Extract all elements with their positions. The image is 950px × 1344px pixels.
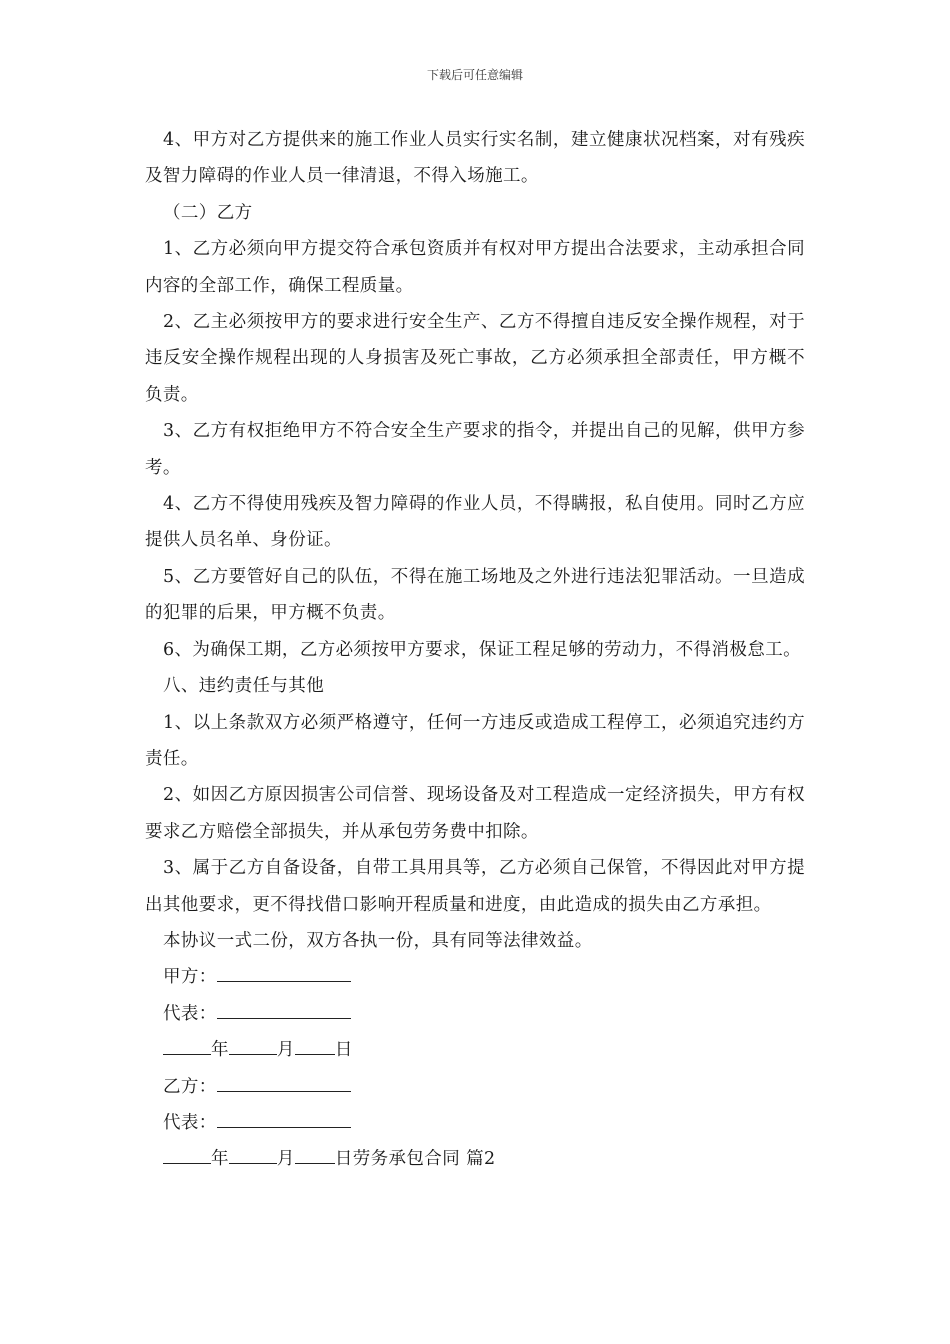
document-body bbox=[145, 122, 805, 1178]
date-b-month-label: 月 bbox=[276, 1149, 295, 1170]
clause-b-5: 5、乙方要管好自己的队伍，不得在施工场地及之外进行违法犯罪活动。一旦造成的犯罪的后果，甲方概不负责。 bbox=[145, 566, 805, 624]
date-b-year-label: 年 bbox=[211, 1149, 229, 1170]
clause-b-3: 3、乙方有权拒绝甲方不符合安全生产要求的指令，并提出自己的见解，供甲方参考。 bbox=[145, 421, 805, 478]
date-b-month-blank[interactable] bbox=[229, 1143, 277, 1164]
date-a-month-label: 月 bbox=[276, 1040, 295, 1061]
clause-b-4: 4、乙方不得使用残疾及智力障碍的作业人员，不得瞒报，私自使用。同时乙方应提供人员名单、身份证。 bbox=[145, 494, 805, 551]
party-a-blank[interactable] bbox=[217, 961, 351, 982]
header-note: 下载后可任意编辑 bbox=[426, 68, 523, 82]
section-8-heading: 八、违约责任与其他 bbox=[163, 676, 325, 697]
clause-8-2: 2、如因乙方原因损害公司信誉、现场设备及对工程造成一定经济损失，甲方有权要求乙方赔偿全部损失，并从承包劳务费中扣除。 bbox=[145, 785, 805, 842]
rep-b-signature-line bbox=[145, 1105, 805, 1141]
date-b-suffix: 日劳务承包合同 篇2 bbox=[334, 1149, 496, 1170]
rep-b-blank[interactable] bbox=[217, 1107, 351, 1128]
date-a-day-label: 日 bbox=[334, 1040, 353, 1061]
date-a-day-blank[interactable] bbox=[295, 1034, 335, 1055]
section-party-b-heading: （二）乙方 bbox=[163, 202, 253, 223]
party-b-label: 乙方： bbox=[163, 1076, 217, 1097]
rep-a-signature-line bbox=[145, 996, 805, 1032]
clause-a-4: 4、甲方对乙方提供来的施工作业人员实行实名制，建立健康状况档案，对有残疾及智力障碍的作业人员一律清退，不得入场施工。 bbox=[145, 130, 805, 187]
rep-b-label: 代表： bbox=[163, 1112, 217, 1133]
clause-b-2: 2、乙主必须按甲方的要求进行安全生产、乙方不得擅自违反安全操作规程，对于违反安全操作规程出现的人身损害及死亡事故，乙方必须承担全部责任，甲方概不负责。 bbox=[145, 312, 805, 405]
party-b-blank[interactable] bbox=[217, 1071, 351, 1092]
clause-8-1: 1、以上条款双方必须严格遵守，任何一方违反或造成工程停工，必须追究违约方责任。 bbox=[145, 712, 805, 769]
party-a-label: 甲方： bbox=[163, 967, 217, 988]
date-a-year-blank[interactable] bbox=[163, 1034, 211, 1055]
copies-statement: 本协议一式二份，双方各执一份，具有同等法律效益。 bbox=[163, 930, 593, 951]
date-b-year-blank[interactable] bbox=[163, 1143, 211, 1164]
party-b-signature-line bbox=[145, 1069, 805, 1105]
date-b-line bbox=[145, 1141, 805, 1177]
date-a-year-label: 年 bbox=[211, 1040, 229, 1061]
rep-a-label: 代表： bbox=[163, 1003, 217, 1024]
clause-b-1: 1、乙方必须向甲方提交符合承包资质并有权对甲方提出合法要求，主动承担合同内容的全部工作，确保工程质量。 bbox=[145, 239, 805, 296]
date-a-month-blank[interactable] bbox=[229, 1034, 277, 1055]
date-b-day-blank[interactable] bbox=[295, 1143, 335, 1164]
clause-b-6: 6、为确保工期，乙方必须按甲方要求，保证工程足够的劳动力，不得消极怠工。 bbox=[163, 639, 802, 660]
rep-a-blank[interactable] bbox=[217, 998, 351, 1019]
date-a-line bbox=[145, 1032, 805, 1068]
clause-8-3: 3、属于乙方自备设备，自带工具用具等，乙方必须自己保管，不得因此对甲方提出其他要求，更不得找借口影响开程质量和进度，由此造成的损失由乙方承担。 bbox=[145, 858, 805, 915]
party-a-signature-line bbox=[145, 959, 805, 995]
